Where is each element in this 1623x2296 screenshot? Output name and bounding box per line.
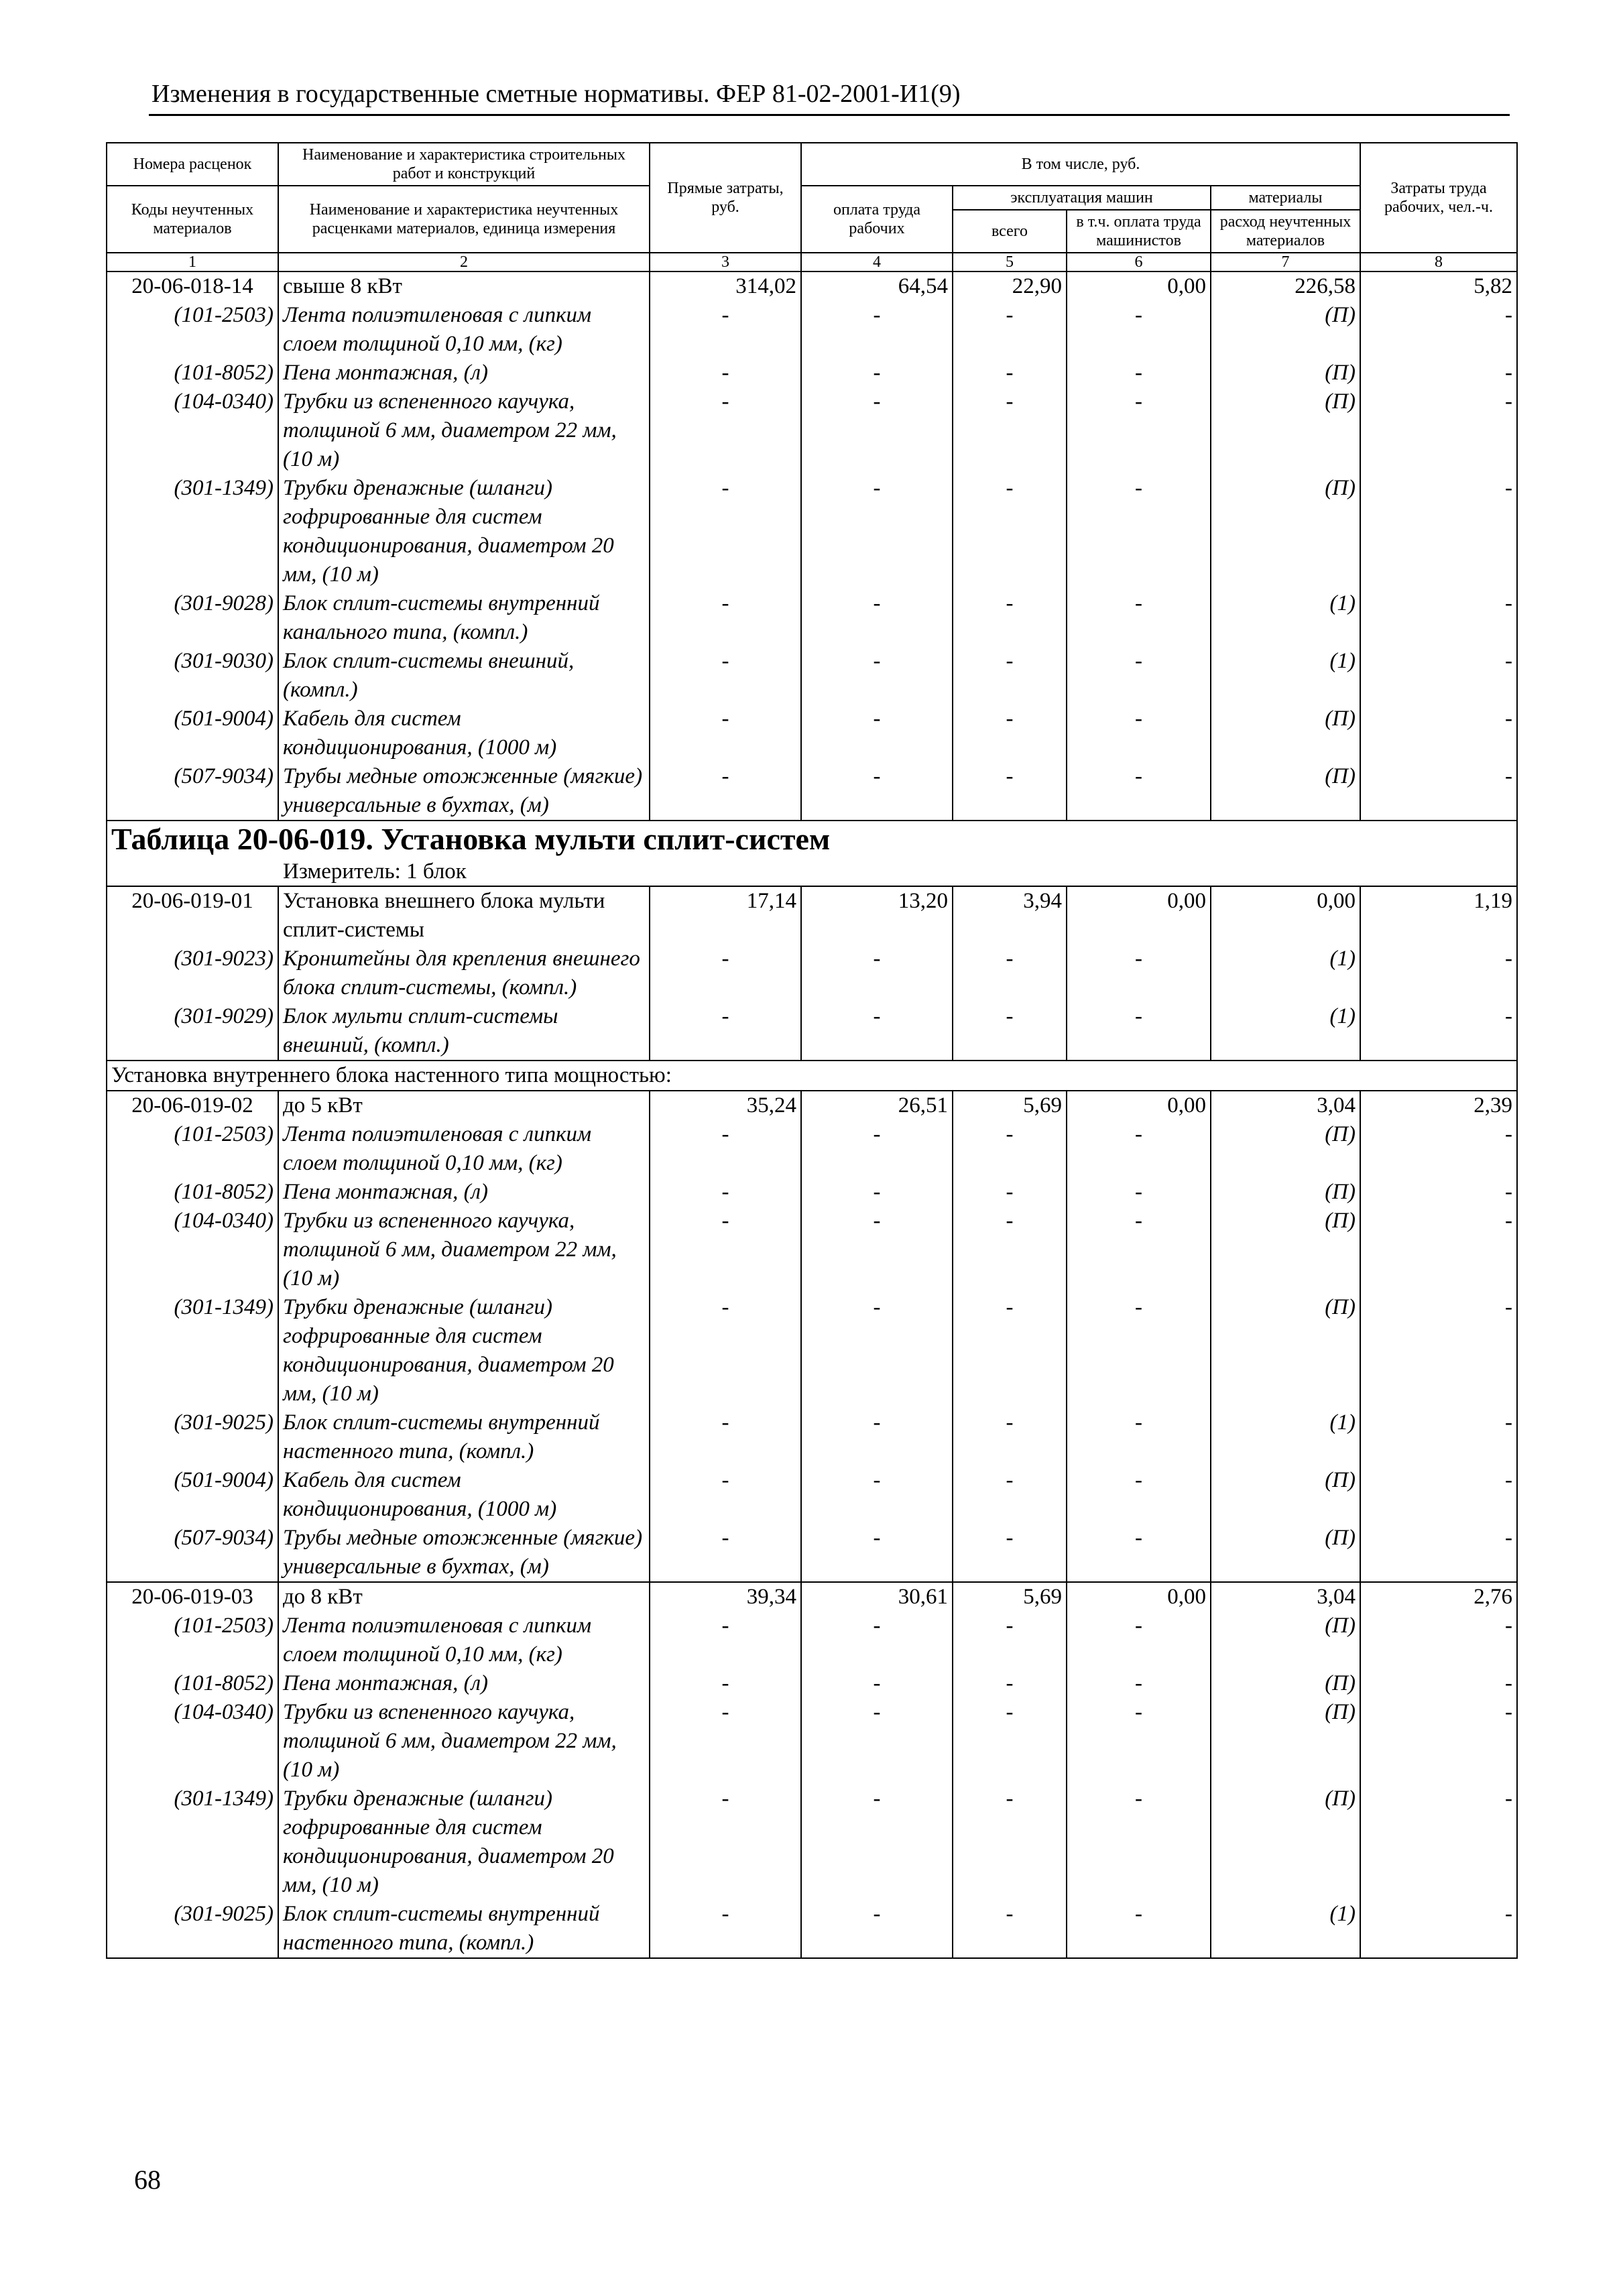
material-name: Пена монтажная, (л) xyxy=(278,1669,650,1698)
rate-code: 20-06-019-01 xyxy=(107,886,278,945)
dash-cell: - xyxy=(650,1002,801,1061)
dash-cell: - xyxy=(1360,1293,1517,1408)
dash-cell: - xyxy=(650,1785,801,1900)
machines-total: 5,69 xyxy=(953,1582,1067,1612)
col-header-direct: Прямые затраты, руб. xyxy=(650,143,801,253)
dash-cell: - xyxy=(1360,1178,1517,1207)
dash-cell: - xyxy=(1360,359,1517,387)
material-code: (301-9028) xyxy=(107,589,278,647)
dash-cell: - xyxy=(801,1178,953,1207)
rate-name: Установка внешнего блока мульти сплит-системы xyxy=(278,886,650,945)
dash-cell: - xyxy=(1360,1120,1517,1178)
col-header-machinists: в т.ч. оплата труда машинистов xyxy=(1067,210,1211,253)
dash-cell: - xyxy=(801,1002,953,1061)
dash-cell: - xyxy=(1360,1466,1517,1524)
dash-cell: - xyxy=(801,1900,953,1958)
material-unit: (П) xyxy=(1211,359,1360,387)
dash-cell: - xyxy=(953,1178,1067,1207)
material-unit: (П) xyxy=(1211,301,1360,359)
dash-cell: - xyxy=(801,762,953,821)
dash-cell: - xyxy=(1067,1466,1211,1524)
material-code: (507-9034) xyxy=(107,762,278,821)
dash-cell: - xyxy=(953,1002,1067,1061)
dash-cell: - xyxy=(1360,762,1517,821)
dash-cell: - xyxy=(801,1785,953,1900)
material-name: Трубки из вспененного каучука, толщиной 6 мм, диаметром 22 мм, (10 м) xyxy=(278,1207,650,1293)
rate-code: 20-06-019-02 xyxy=(107,1091,278,1120)
dash-cell: - xyxy=(953,1698,1067,1785)
rate-name: до 8 кВт xyxy=(278,1582,650,1612)
dash-cell: - xyxy=(1067,359,1211,387)
dash-cell: - xyxy=(953,762,1067,821)
direct-costs: 314,02 xyxy=(650,271,801,301)
dash-cell: - xyxy=(801,1698,953,1785)
materials-cost: 3,04 xyxy=(1211,1091,1360,1120)
dash-cell: - xyxy=(801,301,953,359)
material-code: (301-1349) xyxy=(107,1785,278,1900)
page-number: 68 xyxy=(134,2165,161,2195)
material-unit: (П) xyxy=(1211,1466,1360,1524)
rate-row xyxy=(107,271,1517,301)
material-unit: (1) xyxy=(1211,589,1360,647)
labor-pay: 30,61 xyxy=(801,1582,953,1612)
material-code: (101-8052) xyxy=(107,1669,278,1698)
material-row xyxy=(107,1002,1517,1061)
material-code: (301-9029) xyxy=(107,1002,278,1061)
col-header-labor-hours: Затраты труда рабочих, чел.-ч. xyxy=(1360,143,1517,253)
dash-cell: - xyxy=(1067,762,1211,821)
material-row xyxy=(107,1293,1517,1408)
col-header-codes-bottom: Коды неучтенных материалов xyxy=(107,186,278,253)
material-row xyxy=(107,1698,1517,1785)
dash-cell: - xyxy=(1067,1178,1211,1207)
dash-cell: - xyxy=(1067,1900,1211,1958)
dash-cell: - xyxy=(801,1612,953,1669)
dash-cell: - xyxy=(953,1669,1067,1698)
material-unit: (П) xyxy=(1211,1178,1360,1207)
dash-cell: - xyxy=(650,945,801,1002)
column-numbers-row xyxy=(107,253,1517,271)
table-title-row xyxy=(107,821,1517,886)
col-number: 5 xyxy=(953,253,1067,271)
dash-cell: - xyxy=(1360,1524,1517,1582)
dash-cell: - xyxy=(1067,1408,1211,1466)
col-number: 1 xyxy=(107,253,278,271)
dash-cell: - xyxy=(801,1293,953,1408)
dash-cell: - xyxy=(1067,705,1211,762)
material-unit: (П) xyxy=(1211,1524,1360,1582)
col-number: 7 xyxy=(1211,253,1360,271)
machines-total: 3,94 xyxy=(953,886,1067,945)
material-code: (301-1349) xyxy=(107,1293,278,1408)
dash-cell: - xyxy=(1360,1408,1517,1466)
dash-cell: - xyxy=(953,647,1067,705)
material-row xyxy=(107,1524,1517,1582)
dash-cell: - xyxy=(1067,589,1211,647)
material-code: (507-9034) xyxy=(107,1524,278,1582)
material-row xyxy=(107,474,1517,589)
dash-cell: - xyxy=(650,1524,801,1582)
material-unit: (П) xyxy=(1211,1785,1360,1900)
material-row xyxy=(107,1900,1517,1958)
dash-cell: - xyxy=(801,945,953,1002)
material-unit: (1) xyxy=(1211,647,1360,705)
machines-total: 22,90 xyxy=(953,271,1067,301)
dash-cell: - xyxy=(650,1120,801,1178)
dash-cell: - xyxy=(650,387,801,474)
dash-cell: - xyxy=(650,1466,801,1524)
running-header: Изменения в государственные сметные нормативы. ФЕР 81-02-2001-И1(9) xyxy=(152,80,961,108)
material-name: Трубки из вспененного каучука, толщиной 6 мм, диаметром 22 мм, (10 м) xyxy=(278,1698,650,1785)
material-unit: (П) xyxy=(1211,387,1360,474)
dash-cell: - xyxy=(1067,1207,1211,1293)
material-row xyxy=(107,1785,1517,1900)
table-title-cell xyxy=(107,821,1517,886)
dash-cell: - xyxy=(953,945,1067,1002)
material-row xyxy=(107,1612,1517,1669)
group-heading-row xyxy=(107,1061,1517,1091)
dash-cell: - xyxy=(1067,1524,1211,1582)
dash-cell: - xyxy=(1360,705,1517,762)
dash-cell: - xyxy=(1067,1698,1211,1785)
table-title: Таблица 20-06-019. Установка мульти сплит-систем xyxy=(111,822,831,856)
rate-code: 20-06-019-03 xyxy=(107,1582,278,1612)
col-header-machines-total: всего xyxy=(953,210,1067,253)
rate-row xyxy=(107,1582,1517,1612)
rate-code: 20-06-018-14 xyxy=(107,271,278,301)
material-name: Кронштейны для крепления внешнего блока сплит-системы, (компл.) xyxy=(278,945,650,1002)
dash-cell: - xyxy=(801,647,953,705)
labor-hours: 1,19 xyxy=(1360,886,1517,945)
material-row xyxy=(107,1120,1517,1178)
direct-costs: 17,14 xyxy=(650,886,801,945)
material-name: Блок сплит-системы внутренний канального типа, (компл.) xyxy=(278,589,650,647)
labor-hours: 2,76 xyxy=(1360,1582,1517,1612)
dash-cell: - xyxy=(650,359,801,387)
dash-cell: - xyxy=(801,705,953,762)
dash-cell: - xyxy=(953,1120,1067,1178)
materials-cost: 226,58 xyxy=(1211,271,1360,301)
col-header-name-bottom: Наименование и характеристика неучтенных расценками материалов, единица измерения xyxy=(278,186,650,253)
dash-cell: - xyxy=(650,301,801,359)
dash-cell: - xyxy=(953,1900,1067,1958)
col-number: 4 xyxy=(801,253,953,271)
col-header-machines: эксплуатация машин xyxy=(953,186,1211,210)
norms-table xyxy=(106,142,1518,1959)
dash-cell: - xyxy=(1067,387,1211,474)
dash-cell: - xyxy=(953,301,1067,359)
labor-pay: 13,20 xyxy=(801,886,953,945)
dash-cell: - xyxy=(1067,1120,1211,1178)
dash-cell: - xyxy=(801,387,953,474)
dash-cell: - xyxy=(1360,945,1517,1002)
dash-cell: - xyxy=(953,359,1067,387)
material-row xyxy=(107,301,1517,359)
material-code: (104-0340) xyxy=(107,1698,278,1785)
dash-cell: - xyxy=(1360,1207,1517,1293)
material-unit: (П) xyxy=(1211,474,1360,589)
dash-cell: - xyxy=(1360,1612,1517,1669)
labor-hours: 5,82 xyxy=(1360,271,1517,301)
dash-cell: - xyxy=(650,705,801,762)
material-code: (101-2503) xyxy=(107,1120,278,1178)
material-name: Пена монтажная, (л) xyxy=(278,1178,650,1207)
dash-cell: - xyxy=(1067,301,1211,359)
material-row xyxy=(107,589,1517,647)
dash-cell: - xyxy=(1360,474,1517,589)
material-row xyxy=(107,1178,1517,1207)
dash-cell: - xyxy=(953,474,1067,589)
dash-cell: - xyxy=(953,1785,1067,1900)
dash-cell: - xyxy=(650,474,801,589)
dash-cell: - xyxy=(1360,1785,1517,1900)
dash-cell: - xyxy=(650,1900,801,1958)
materials-cost: 3,04 xyxy=(1211,1582,1360,1612)
material-code: (101-8052) xyxy=(107,359,278,387)
dash-cell: - xyxy=(1067,1002,1211,1061)
machines-total: 5,69 xyxy=(953,1091,1067,1120)
machinists-pay: 0,00 xyxy=(1067,1091,1211,1120)
material-name: Блок сплит-системы внешний, (компл.) xyxy=(278,647,650,705)
dash-cell: - xyxy=(650,1612,801,1669)
material-code: (501-9004) xyxy=(107,705,278,762)
dash-cell: - xyxy=(1067,1785,1211,1900)
dash-cell: - xyxy=(953,705,1067,762)
rate-name: до 5 кВт xyxy=(278,1091,650,1120)
dash-cell: - xyxy=(801,1524,953,1582)
material-name: Трубки дренажные (шланги) гофрированные для систем кондиционирования, диаметром 20 мм, (10 м) xyxy=(278,474,650,589)
dash-cell: - xyxy=(1067,1669,1211,1698)
dash-cell: - xyxy=(1067,1612,1211,1669)
dash-cell: - xyxy=(801,1120,953,1178)
material-unit: (П) xyxy=(1211,1207,1360,1293)
material-unit: (1) xyxy=(1211,945,1360,1002)
material-code: (101-2503) xyxy=(107,1612,278,1669)
col-header-labor: оплата труда рабочих xyxy=(801,186,953,253)
material-code: (301-1349) xyxy=(107,474,278,589)
labor-pay: 26,51 xyxy=(801,1091,953,1120)
machinists-pay: 0,00 xyxy=(1067,886,1211,945)
col-number: 3 xyxy=(650,253,801,271)
dash-cell: - xyxy=(1067,1293,1211,1408)
material-code: (104-0340) xyxy=(107,1207,278,1293)
material-row xyxy=(107,705,1517,762)
dash-cell: - xyxy=(650,1669,801,1698)
material-row xyxy=(107,1408,1517,1466)
dash-cell: - xyxy=(801,359,953,387)
dash-cell: - xyxy=(1360,647,1517,705)
meter-text: Измеритель: 1 блок xyxy=(283,859,467,884)
col-header-group: В том числе, руб. xyxy=(801,143,1360,186)
material-name: Трубки дренажные (шланги) гофрированные для систем кондиционирования, диаметром 20 мм, (10 м) xyxy=(278,1293,650,1408)
dash-cell: - xyxy=(1360,387,1517,474)
dash-cell: - xyxy=(1360,301,1517,359)
dash-cell: - xyxy=(650,1698,801,1785)
dash-cell: - xyxy=(1360,589,1517,647)
material-name: Кабель для систем кондиционирования, (1000 м) xyxy=(278,705,650,762)
dash-cell: - xyxy=(650,1408,801,1466)
direct-costs: 35,24 xyxy=(650,1091,801,1120)
dash-cell: - xyxy=(1360,1669,1517,1698)
dash-cell: - xyxy=(953,1612,1067,1669)
col-header-codes-top: Номера расценок xyxy=(107,143,278,186)
rate-row xyxy=(107,1091,1517,1120)
dash-cell: - xyxy=(953,589,1067,647)
dash-cell: - xyxy=(650,589,801,647)
dash-cell: - xyxy=(801,1669,953,1698)
material-name: Трубки дренажные (шланги) гофрированные для систем кондиционирования, диаметром 20 мм, (10 м) xyxy=(278,1785,650,1900)
material-unit: (П) xyxy=(1211,1293,1360,1408)
header-rule xyxy=(149,114,1510,116)
material-unit: (П) xyxy=(1211,1698,1360,1785)
col-number: 2 xyxy=(278,253,650,271)
material-name: Лента полиэтиленовая с липким слоем толщиной 0,10 мм, (кг) xyxy=(278,1120,650,1178)
material-code: (301-9030) xyxy=(107,647,278,705)
material-name: Блок сплит-системы внутренний настенного типа, (компл.) xyxy=(278,1408,650,1466)
material-name: Блок мульти сплит-системы внешний, (компл.) xyxy=(278,1002,650,1061)
material-unit: (П) xyxy=(1211,1669,1360,1698)
col-number: 6 xyxy=(1067,253,1211,271)
dash-cell: - xyxy=(953,1408,1067,1466)
dash-cell: - xyxy=(650,1293,801,1408)
rate-row xyxy=(107,886,1517,945)
col-header-materials: материалы xyxy=(1211,186,1360,210)
material-unit: (1) xyxy=(1211,1900,1360,1958)
material-code: (501-9004) xyxy=(107,1466,278,1524)
material-code: (301-9025) xyxy=(107,1408,278,1466)
dash-cell: - xyxy=(650,647,801,705)
material-name: Лента полиэтиленовая с липким слоем толщиной 0,10 мм, (кг) xyxy=(278,301,650,359)
material-unit: (1) xyxy=(1211,1408,1360,1466)
col-header-name-top: Наименование и характеристика строительных работ и конструкций xyxy=(278,143,650,186)
dash-cell: - xyxy=(801,1466,953,1524)
material-code: (301-9023) xyxy=(107,945,278,1002)
material-unit: (П) xyxy=(1211,1612,1360,1669)
material-row xyxy=(107,359,1517,387)
dash-cell: - xyxy=(1067,945,1211,1002)
rate-name: свыше 8 кВт xyxy=(278,271,650,301)
material-unit: (П) xyxy=(1211,705,1360,762)
dash-cell: - xyxy=(1067,647,1211,705)
dash-cell: - xyxy=(1360,1698,1517,1785)
table-body xyxy=(107,271,1517,1958)
dash-cell: - xyxy=(953,387,1067,474)
table-header xyxy=(107,143,1517,271)
material-name: Лента полиэтиленовая с липким слоем толщиной 0,10 мм, (кг) xyxy=(278,1612,650,1669)
dash-cell: - xyxy=(801,1207,953,1293)
dash-cell: - xyxy=(650,762,801,821)
material-row xyxy=(107,1669,1517,1698)
machinists-pay: 0,00 xyxy=(1067,271,1211,301)
material-row xyxy=(107,387,1517,474)
dash-cell: - xyxy=(650,1178,801,1207)
dash-cell: - xyxy=(953,1293,1067,1408)
material-name: Кабель для систем кондиционирования, (1000 м) xyxy=(278,1466,650,1524)
material-code: (104-0340) xyxy=(107,387,278,474)
material-unit: (1) xyxy=(1211,1002,1360,1061)
material-row xyxy=(107,647,1517,705)
material-row xyxy=(107,1207,1517,1293)
material-row xyxy=(107,1466,1517,1524)
dash-cell: - xyxy=(1360,1002,1517,1061)
material-name: Пена монтажная, (л) xyxy=(278,359,650,387)
dash-cell: - xyxy=(1360,1900,1517,1958)
material-row xyxy=(107,945,1517,1002)
dash-cell: - xyxy=(1067,474,1211,589)
materials-cost: 0,00 xyxy=(1211,886,1360,945)
labor-hours: 2,39 xyxy=(1360,1091,1517,1120)
material-name: Блок сплит-системы внутренний настенного типа, (компл.) xyxy=(278,1900,650,1958)
dash-cell: - xyxy=(953,1524,1067,1582)
col-header-material-use: расход неучтенных материалов xyxy=(1211,210,1360,253)
dash-cell: - xyxy=(953,1466,1067,1524)
material-code: (101-8052) xyxy=(107,1178,278,1207)
dash-cell: - xyxy=(801,1408,953,1466)
labor-pay: 64,54 xyxy=(801,271,953,301)
material-name: Трубки из вспененного каучука, толщиной 6 мм, диаметром 22 мм, (10 м) xyxy=(278,387,650,474)
material-code: (101-2503) xyxy=(107,301,278,359)
dash-cell: - xyxy=(953,1207,1067,1293)
material-row xyxy=(107,762,1517,821)
material-code: (301-9025) xyxy=(107,1900,278,1958)
direct-costs: 39,34 xyxy=(650,1582,801,1612)
machinists-pay: 0,00 xyxy=(1067,1582,1211,1612)
material-unit: (П) xyxy=(1211,1120,1360,1178)
group-heading: Установка внутреннего блока настенного типа мощностью: xyxy=(107,1061,1517,1091)
dash-cell: - xyxy=(801,589,953,647)
material-unit: (П) xyxy=(1211,762,1360,821)
dash-cell: - xyxy=(650,1207,801,1293)
col-number: 8 xyxy=(1360,253,1517,271)
dash-cell: - xyxy=(801,474,953,589)
material-name: Трубы медные отожженные (мягкие) универсальные в бухтах, (м) xyxy=(278,762,650,821)
material-name: Трубы медные отожженные (мягкие) универсальные в бухтах, (м) xyxy=(278,1524,650,1582)
